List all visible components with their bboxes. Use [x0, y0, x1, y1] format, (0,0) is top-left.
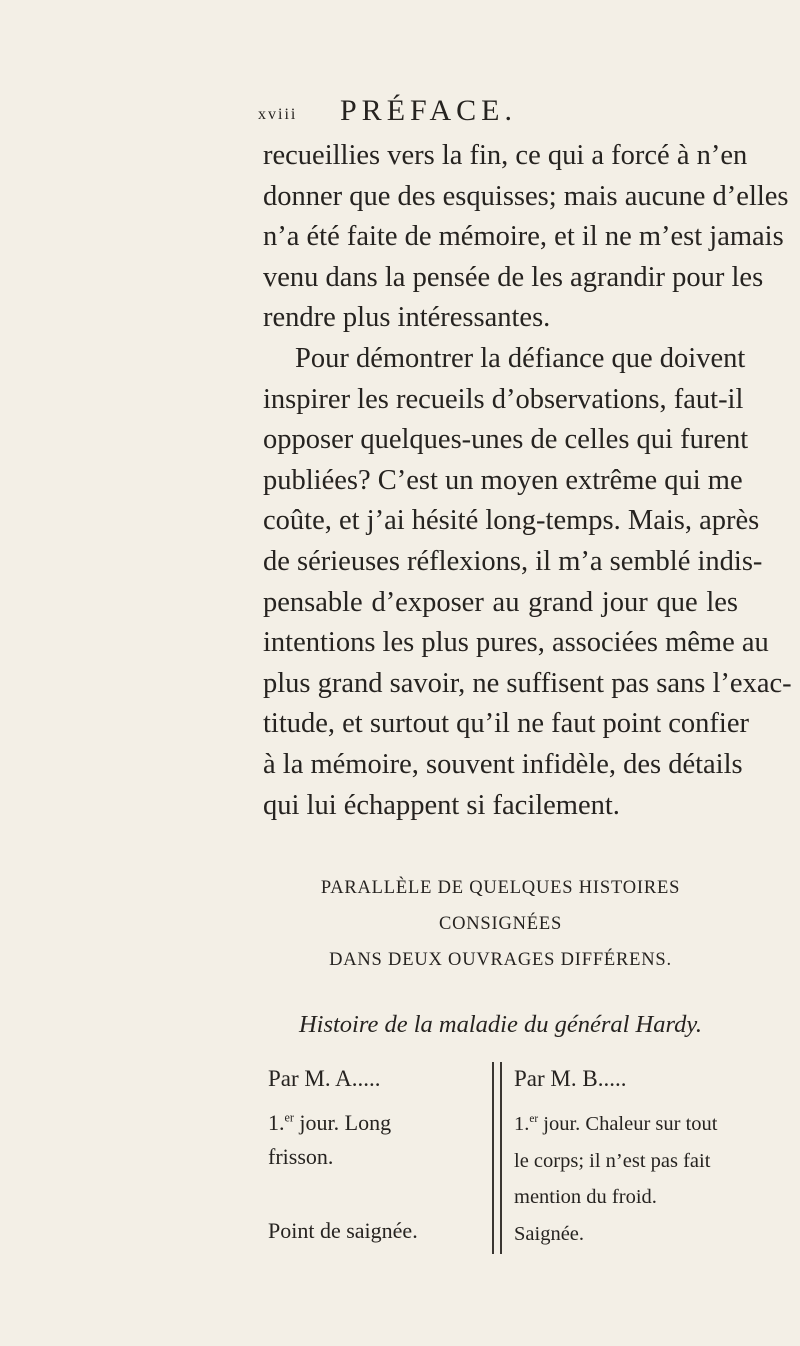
- text-line: coûte, et j’ai hésité long-temps. Mais, après: [263, 505, 760, 537]
- text-line: rendre plus intéressantes.: [263, 302, 551, 334]
- right-column-header: Par M. B.....: [514, 1066, 627, 1091]
- left-entry-day-one: [268, 1106, 438, 1174]
- text-line: pensable d’exposer au grand jour que les: [263, 586, 738, 618]
- text-line: qui lui échappent si facilement.: [263, 789, 620, 821]
- left-column: [268, 1062, 438, 1174]
- entry-ordinal: 1.: [514, 1113, 530, 1135]
- left-column-header: Par M. A.....: [268, 1066, 381, 1091]
- column-divider: [492, 1062, 494, 1254]
- entry-text: jour. Long frisson.: [268, 1110, 392, 1169]
- page-header: [258, 94, 738, 134]
- section-heading-line: PARALLÈLE DE QUELQUES HISTOIRES CONSIGNÉES: [320, 878, 681, 934]
- column-divider: [500, 1062, 502, 1254]
- text-line: n’a été faite de mémoire, et il ne m’est jamais: [263, 221, 784, 253]
- section-heading-line: DANS DEUX OUVRAGES DIFFÉRENS.: [329, 950, 672, 970]
- entry-text: mention du froid.: [514, 1186, 657, 1208]
- running-title: PRÉFACE.: [340, 94, 517, 127]
- right-column: [514, 1062, 774, 1252]
- text-line: venu dans la pensée de les agrandir pour les: [263, 261, 764, 293]
- left-entry-bleeding: Point de saignée.: [268, 1218, 418, 1243]
- page-number: xviii: [258, 106, 298, 123]
- text-line: de sérieuses réflexions, il m’a semblé indis-: [263, 545, 763, 577]
- ordinal-superscript: er: [529, 1113, 539, 1126]
- text-line: titude, et surtout qu’il ne faut point confier: [263, 708, 749, 740]
- text-line: inspirer les recueils d’observations, faut-il: [263, 383, 744, 415]
- ordinal-superscript: er: [284, 1110, 294, 1125]
- text-line: recueillies vers la fin, ce qui a forcé à n’en: [263, 140, 748, 171]
- text-line: donner que des esquisses; mais aucune d’elles: [263, 180, 789, 212]
- section-subheading: Histoire de la maladie du général Hardy.: [298, 1011, 703, 1038]
- text-line: opposer quelques-unes de celles qui furent: [263, 424, 749, 456]
- text-line: intentions les plus pures, associées même au: [263, 627, 769, 659]
- entry-text: le corps; il n’est pas fait: [514, 1149, 711, 1172]
- text-line: à la mémoire, souvent infidèle, des détails: [263, 748, 743, 780]
- right-entry-bleeding: Saignée.: [514, 1222, 585, 1245]
- entry-ordinal: 1.: [268, 1110, 285, 1135]
- section-heading: [263, 870, 738, 978]
- text-line: Pour démontrer la défiance que doivent: [295, 342, 746, 374]
- text-line: plus grand savoir, ne suffisent pas sans l’exac-: [263, 667, 792, 699]
- body-paragraphs: [263, 136, 792, 826]
- text-line: publiées? C’est un moyen extrême qui me: [263, 464, 743, 496]
- entry-text: jour. Chaleur sur tout: [538, 1113, 718, 1135]
- right-entry-day-one: [514, 1106, 774, 1252]
